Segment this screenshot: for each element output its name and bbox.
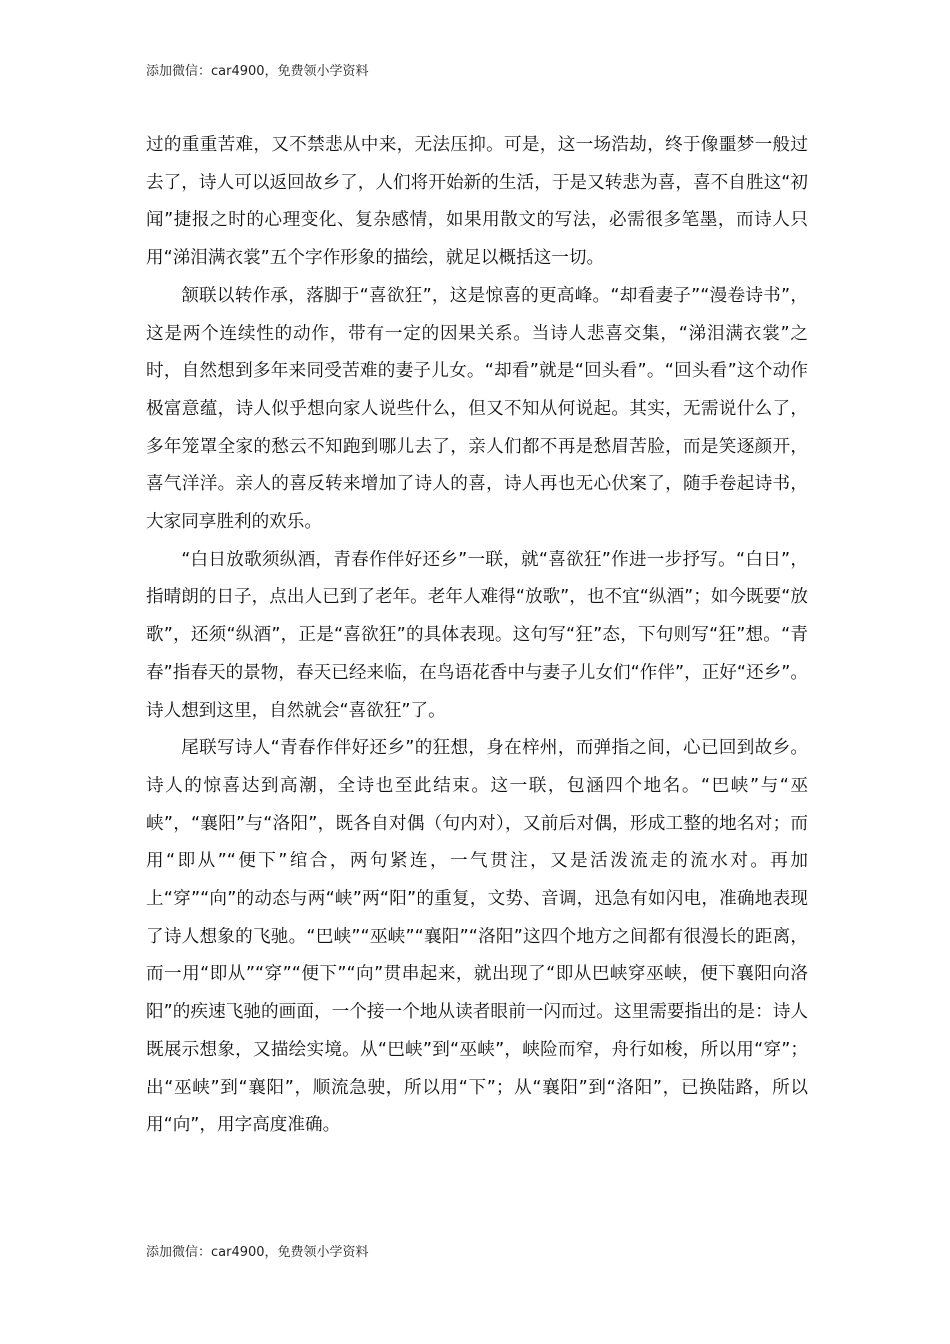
paragraph-weilian: 尾联写诗人“青春作伴好还乡”的狂想，身在梓州，而弹指之间，心已回到故乡。诗人的惊喜达到高潮，全诗也至此结束。这一联，包涵四个地名。“巴峡”与“巫峡”，“襄阳”与“洛阳”，既各自对偶（句内对），又前后对偶，形成工整的地名对；而用“即从”“便下”绾合，两句紧连，一气贯注，又是活泼流走的流水对。再加上“穿”“向”的动态与两“峡”两“阳”的重复，文势、音调，迅急有如闪电，准确地表现了诗人想象的飞驰。“巴峡”“巫峡”“襄阳”“洛阳”这四个地方之间都有很漫长的距离，而一用“即从”“穿”“便下”“向”贯串起来，就出现了“即从巴峡穿巫峡，便下襄阳向洛阳”的疾速飞驰的画面，一个接一个地从读者眼前一闪而过。这里需要指出的是：诗人既展示想象，又描绘实境。从“巴峡”到“巫峡”，峡险而窄，舟行如梭，所以用“穿”；出“巫峡”到“襄阳”，顺流急驶，所以用“下”；从“襄阳”到“洛阳”，已换陆路，所以用“向”，用字高度准确。 <box>146 738 808 1136</box>
paragraph-jinglian: “白日放歌须纵酒，青春作伴好还乡”一联，就“喜欲狂”作进一步抒写。“白日”，指晴朗的日子，点出人已到了老年。老年人难得“放歌”，也不宜“纵酒”；如今既要“放歌”，还须“纵酒”，正是“喜欲狂”的具体表现。这句写“狂”态，下句则写“狂”想。“青春”指春天的景物，春天已经来临，在鸟语花香中与妻子儿女们“作伴”，正好“还乡”。诗人想到这里，自然就会“喜欲狂”了。 <box>146 549 808 721</box>
paragraph-continuation: 过的重重苦难，又不禁悲从中来，无法压抑。可是，这一场浩劫，终于像噩梦一般过去了，诗人可以返回故乡了，人们将开始新的生活，于是又转悲为喜，喜不自胜这“初闻”捷报之时的心理变化、复杂感情，如果用散文的写法，必需很多笔墨，而诗人只用“涕泪满衣裳”五个字作形象的描绘，就足以概括这一切。 <box>146 135 808 269</box>
header-note: 添加微信：car4900，免费领小学资料 <box>146 64 369 79</box>
footer-note: 添加微信：car4900，免费领小学资料 <box>146 1245 369 1260</box>
paragraph-hanlian: 颔联以转作承，落脚于“喜欲狂”，这是惊喜的更高峰。“却看妻子”“漫卷诗书”，这是两个连续性的动作，带有一定的因果关系。当诗人悲喜交集，“涕泪满衣裳”之时，自然想到多年来同受苦难的妻子儿女。“却看”就是“回头看”。“回头看”这个动作极富意蕴，诗人似乎想向家人说些什么，但又不知从何说起。其实，无需说什么了，多年笼罩全家的愁云不知跑到哪儿去了，亲人们都不再是愁眉苦脸，而是笑逐颜开，喜气洋洋。亲人的喜反转来增加了诗人的喜，诗人再也无心伏案了，随手卷起诗书，大家同享胜利的欢乐。 <box>146 285 808 533</box>
article-body <box>146 127 808 1145</box>
